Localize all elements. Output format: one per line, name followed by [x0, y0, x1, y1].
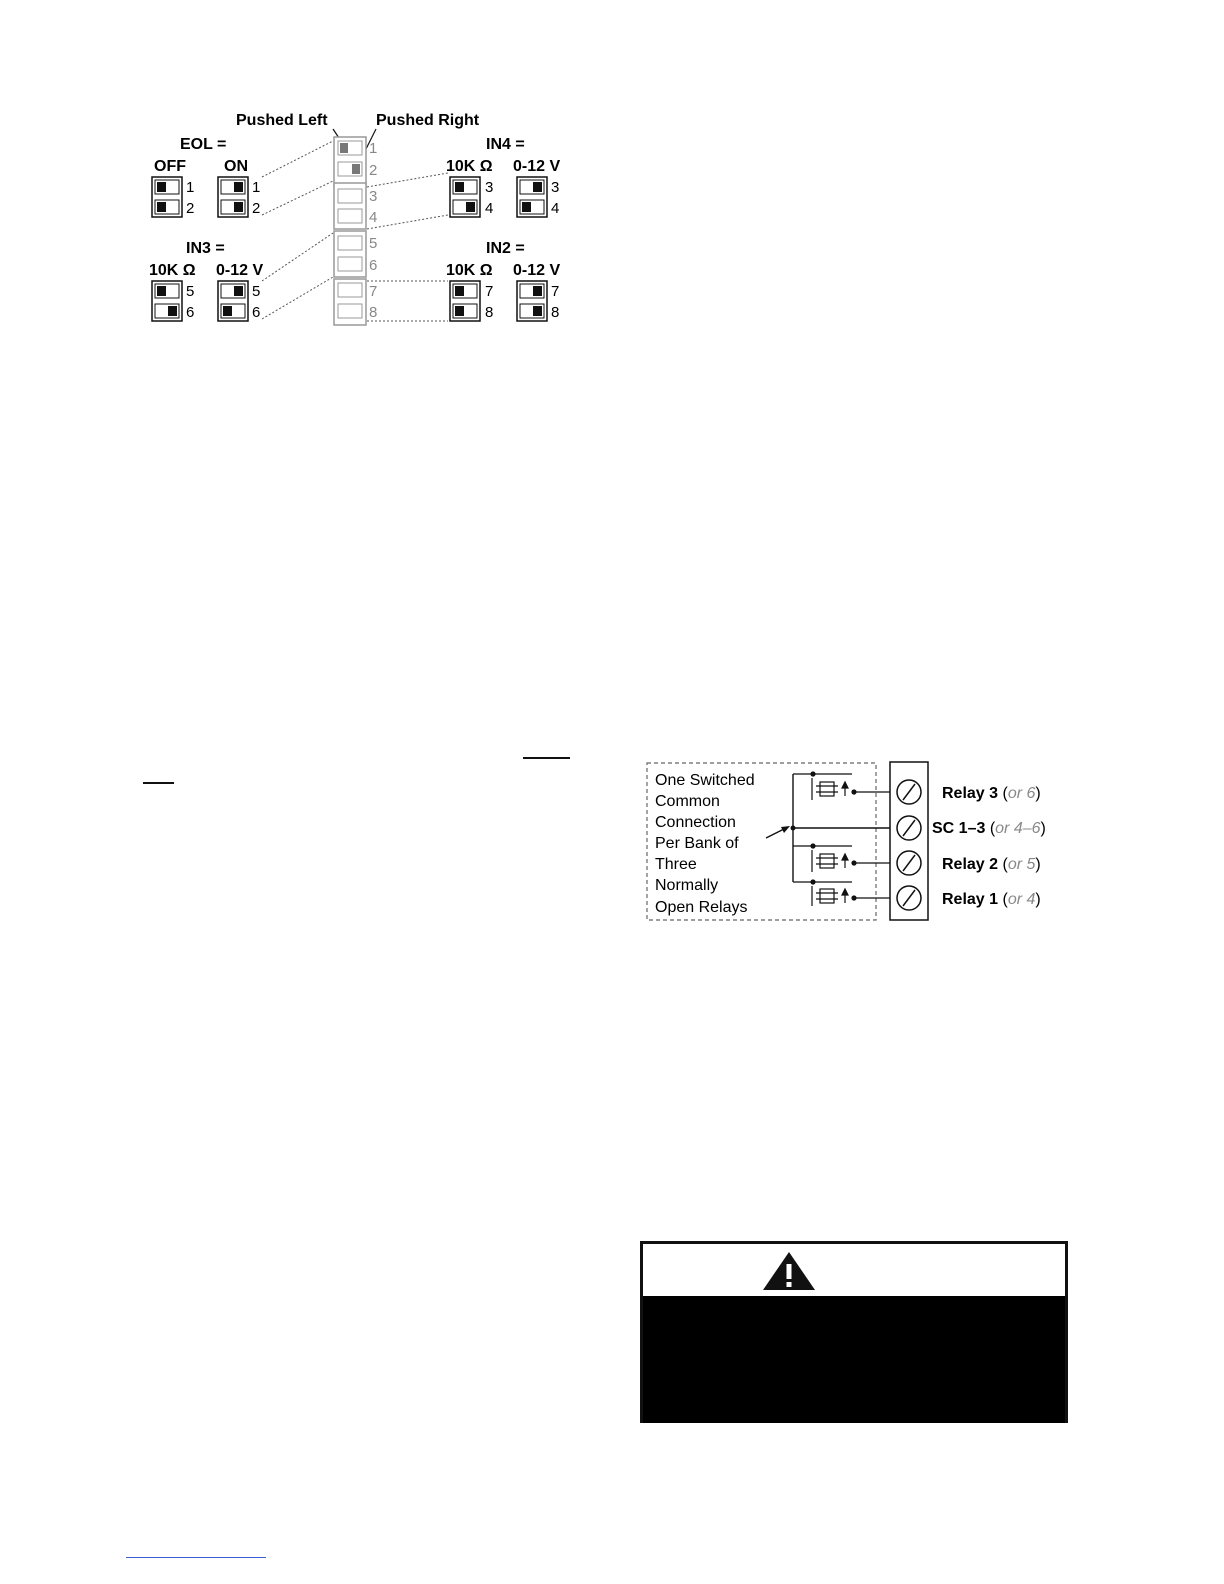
sc-label: SC 1–3 (or 4–6)	[932, 820, 1046, 837]
note-line-7: Open Relays	[655, 899, 748, 916]
terminal-screw-relay1	[897, 886, 921, 910]
relay1-label: Relay 1 (or 4)	[942, 891, 1041, 908]
relay-2-symbol	[811, 844, 892, 872]
eol-off-label: OFF	[154, 158, 186, 175]
eol-off-num-2: 2	[186, 200, 195, 217]
warning-header	[643, 1244, 1065, 1296]
eol-off-switch	[152, 177, 182, 217]
in4-title: IN4 =	[486, 136, 525, 153]
warning-triangle-icon	[761, 1250, 817, 1292]
eol-on-num-2: 2	[252, 200, 261, 217]
central-num-8: 8	[369, 304, 378, 321]
in4-opt-b: 0-12 V	[513, 158, 561, 175]
in2-0-12v-num-8: 8	[551, 304, 560, 321]
central-num-3: 3	[369, 188, 378, 205]
central-num-7: 7	[369, 283, 378, 300]
in2-10k-num-7: 7	[485, 283, 494, 300]
note-line-5: Three	[655, 856, 697, 873]
eol-off-num-1: 1	[186, 179, 195, 196]
in2-title: IN2 =	[486, 240, 525, 257]
pushed-right-label: Pushed Right	[376, 112, 480, 129]
in4-10k-num-3: 3	[485, 179, 494, 196]
in4-0-12v-num-3: 3	[551, 179, 560, 196]
in2-opt-a: 10K Ω	[446, 262, 493, 279]
in2-10k-switch	[450, 281, 480, 321]
terminal-screw-sc	[897, 816, 921, 840]
in2-0-12v-num-7: 7	[551, 283, 560, 300]
central-num-6: 6	[369, 257, 378, 274]
in3-10k-switch	[152, 281, 182, 321]
note-line-2: Common	[655, 793, 720, 810]
central-num-1: 1	[369, 140, 378, 157]
in3-10k-num-5: 5	[186, 283, 195, 300]
eol-title: EOL =	[180, 136, 227, 153]
central-num-4: 4	[369, 209, 378, 226]
underline-rule-1	[523, 757, 570, 759]
central-num-2: 2	[369, 162, 378, 179]
in3-title: IN3 =	[186, 240, 225, 257]
note-line-4: Per Bank of	[655, 835, 739, 852]
in3-0-12v-num-5: 5	[252, 283, 261, 300]
eol-on-switch	[218, 177, 248, 217]
in3-opt-a: 10K Ω	[149, 262, 196, 279]
in4-opt-a: 10K Ω	[446, 158, 493, 175]
in3-0-12v-switch	[218, 281, 248, 321]
note-line-3: Connection	[655, 814, 736, 831]
pushed-left-label: Pushed Left	[236, 112, 328, 129]
relay2-label: Relay 2 (or 5)	[942, 856, 1041, 873]
in4-0-12v-num-4: 4	[551, 200, 560, 217]
central-dip-switch	[334, 137, 366, 325]
underline-rule-2	[143, 782, 174, 784]
in2-opt-b: 0-12 V	[513, 262, 561, 279]
in3-0-12v-num-6: 6	[252, 304, 261, 321]
in3-10k-num-6: 6	[186, 304, 195, 321]
in4-10k-switch	[450, 177, 480, 217]
in2-10k-num-8: 8	[485, 304, 494, 321]
eol-on-label: ON	[224, 158, 248, 175]
terminal-screw-relay2	[897, 851, 921, 875]
relay-1-symbol	[811, 880, 892, 906]
in4-0-12v-switch	[517, 177, 547, 217]
dip-switch-figure	[140, 105, 580, 330]
eol-on-num-1: 1	[252, 179, 261, 196]
note-line-1: One Switched	[655, 772, 755, 789]
warning-box	[640, 1241, 1068, 1423]
relay3-label: Relay 3 (or 6)	[942, 785, 1041, 802]
terminal-screw-relay3	[897, 780, 921, 804]
relay-3-symbol	[811, 772, 892, 800]
footer-link[interactable]	[126, 1557, 266, 1558]
in2-0-12v-switch	[517, 281, 547, 321]
note-line-6: Normally	[655, 877, 719, 894]
central-num-5: 5	[369, 235, 378, 252]
in3-opt-b: 0-12 V	[216, 262, 264, 279]
warning-body	[643, 1296, 1065, 1423]
relay-wiring-figure	[640, 756, 1070, 928]
in4-10k-num-4: 4	[485, 200, 494, 217]
